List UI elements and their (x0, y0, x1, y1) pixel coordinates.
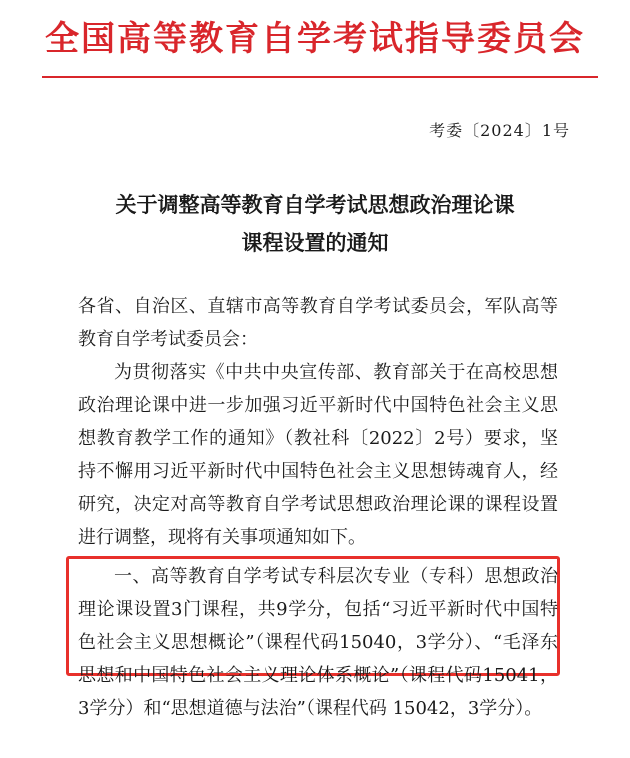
notice-title-line2: 课程设置的通知 (241, 231, 389, 255)
notice-title (0, 186, 630, 262)
document-number: 考委〔2024〕1号 (429, 121, 570, 140)
notice-title-line1: 关于调整高等教育自学考试思想政治理论课 (115, 193, 515, 217)
org-header-title: 全国高等教育自学考试指导委员会 (45, 19, 585, 59)
course-setting-paragraph: 一、高等教育自学考试专科层次专业（专科）思想政治理论课设置3门课程，共9学分，包括“习近平新时代中国特色社会主义思想概论”（课程代码15040，3学分）、“毛泽东思想和中国特色社会主义理论体系概论”（课程代码15041，3学分）和“思想道德与法治”（课程代码 15042，3学分）。 (78, 566, 558, 719)
addressee-paragraph: 各省、自治区、直辖市高等教育自学考试委员会，军队高等教育自学考试委员会： (78, 296, 558, 350)
intro-paragraph: 为贯彻落实《中共中央宣传部、教育部关于在高校思想政治理论课中进一步加强习近平新时代中国特色社会主义思想教育教学工作的通知》（教社科〔2022〕2号）要求，坚持不懈用习近平新时代中国特色社会主义思想铸魂育人，经研究，决定对高等教育自学考试思想政治理论课的课程设置进行调整，现将有关事项通知如下。 (78, 362, 558, 548)
header-divider (42, 76, 598, 78)
